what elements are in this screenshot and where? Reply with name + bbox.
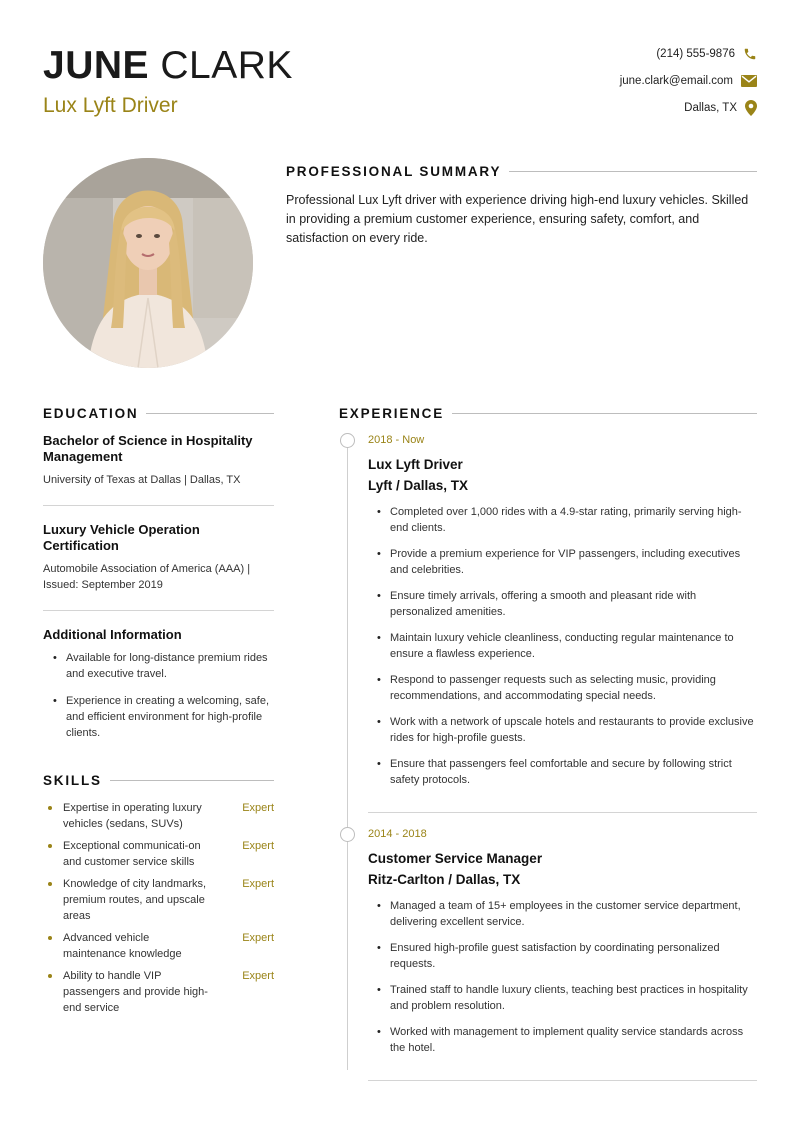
summary-title: PROFESSIONAL SUMMARY bbox=[286, 164, 502, 179]
list-item: • Trained staff to handle luxury clients, teaching best practices in hospitality and problem resolution. bbox=[368, 982, 757, 1014]
experience-item bbox=[339, 827, 757, 1081]
list-item: • Work with a network of upscale hotels and restaurants to provide exclusive rides for high-profile guests. bbox=[368, 714, 757, 746]
job-title: Lux Lyft Driver bbox=[43, 94, 178, 117]
skill-row bbox=[43, 838, 274, 870]
contact-location bbox=[620, 94, 757, 121]
skills-heading bbox=[43, 773, 274, 788]
email-text: june.clark@email.com bbox=[619, 74, 733, 87]
last-name: CLARK bbox=[160, 44, 293, 87]
job-bullets bbox=[368, 504, 757, 813]
education-item bbox=[43, 522, 274, 611]
phone-text: (214) 555-9876 bbox=[656, 47, 735, 60]
job-dates: 2018 - Now bbox=[368, 434, 425, 446]
phone-icon bbox=[743, 47, 757, 61]
section-divider bbox=[146, 413, 274, 414]
list-item: • Worked with management to implement quality service standards across the hotel. bbox=[368, 1024, 757, 1056]
job-company: Lyft / Dallas, TX bbox=[368, 478, 469, 493]
summary-text: Professional Lux Lyft driver with experience driving high-end luxury vehicles. Skilled in providing a premium customer experience, ensuring safety, comfort, and satisfaction on every ride. bbox=[286, 193, 749, 245]
job-dates: 2014 - 2018 bbox=[368, 828, 427, 840]
summary-heading bbox=[286, 164, 757, 179]
experience-heading bbox=[339, 406, 757, 421]
list-item: • Completed over 1,000 rides with a 4.9-star rating, primarily serving high-end clients. bbox=[368, 504, 757, 536]
skill-row bbox=[43, 968, 274, 1016]
job-bullets bbox=[368, 898, 757, 1081]
skill-row bbox=[43, 876, 274, 924]
left-column bbox=[43, 406, 274, 1022]
list-item: • Ensured high-profile guest satisfaction by coordinating personalized requests. bbox=[368, 940, 757, 972]
candidate-name bbox=[43, 44, 293, 88]
list-item: • Managed a team of 15+ employees in the customer service department, delivering excellent service. bbox=[368, 898, 757, 930]
additional-info-title: Additional Information bbox=[43, 627, 182, 642]
contact-email bbox=[620, 67, 757, 94]
professional-summary bbox=[286, 164, 757, 248]
additional-info-list bbox=[43, 650, 274, 741]
skill-name: Knowledge of city landmarks, premium routes, and upscale areas bbox=[43, 876, 213, 924]
skill-level: Expert bbox=[242, 932, 274, 944]
education-heading bbox=[43, 406, 274, 421]
location-text: Dallas, TX bbox=[684, 101, 737, 114]
education-title: EDUCATION bbox=[43, 406, 139, 421]
skills-list bbox=[43, 800, 274, 1016]
contact-phone bbox=[620, 40, 757, 67]
list-item: • Experience in creating a welcoming, safe, and efficient environment for high-profile clients. bbox=[43, 693, 274, 741]
envelope-icon bbox=[741, 75, 757, 87]
list-item: • Ensure that passengers feel comfortable and secure by following strict safety protocols. bbox=[368, 756, 757, 788]
job-role: Lux Lyft Driver bbox=[368, 457, 463, 472]
profile-photo bbox=[43, 158, 253, 368]
list-item: • Ensure timely arrivals, offering a smooth and pleasant ride with personalized amenities. bbox=[368, 588, 757, 620]
timeline-dot bbox=[340, 433, 355, 448]
list-item: • Respond to passenger requests such as selecting music, providing recommendations, and accommodating special needs. bbox=[368, 672, 757, 704]
education-degree: Luxury Vehicle Operation Certification bbox=[43, 522, 200, 553]
list-item: • Provide a premium experience for VIP passengers, including executives and celebrities. bbox=[368, 546, 757, 578]
timeline-dot bbox=[340, 827, 355, 842]
skill-level: Expert bbox=[242, 970, 274, 982]
section-divider bbox=[452, 413, 757, 414]
skill-name: Exceptional communicati-on and customer service skills bbox=[43, 838, 213, 870]
education-institution: Automobile Association of America (AAA) | Issued: September 2019 bbox=[43, 563, 251, 591]
skill-row bbox=[43, 800, 274, 832]
map-pin-icon bbox=[745, 100, 757, 116]
education-institution: University of Texas at Dallas | Dallas, TX bbox=[43, 474, 241, 486]
experience-item bbox=[339, 433, 757, 813]
skill-name: Expertise in operating luxury vehicles (sedans, SUVs) bbox=[43, 800, 213, 832]
list-item: • Maintain luxury vehicle cleanliness, conducting regular maintenance to ensure a flawless experience. bbox=[368, 630, 757, 662]
education-degree: Bachelor of Science in Hospitality Management bbox=[43, 433, 253, 464]
job-role: Customer Service Manager bbox=[368, 851, 543, 866]
first-name: JUNE bbox=[43, 44, 150, 87]
skill-name: Ability to handle VIP passengers and provide high-end service bbox=[43, 968, 213, 1016]
experience-column bbox=[339, 406, 757, 1081]
skill-row bbox=[43, 930, 274, 962]
education-item bbox=[43, 433, 274, 506]
skill-level: Expert bbox=[242, 840, 274, 852]
experience-title: EXPERIENCE bbox=[339, 406, 445, 421]
list-item: • Available for long-distance premium rides and executive travel. bbox=[43, 650, 274, 682]
skill-level: Expert bbox=[242, 802, 274, 814]
skills-title: SKILLS bbox=[43, 773, 102, 788]
skill-name: Advanced vehicle maintenance knowledge bbox=[43, 930, 213, 962]
contact-block bbox=[620, 40, 757, 121]
skill-level: Expert bbox=[242, 878, 274, 890]
section-divider bbox=[110, 780, 274, 781]
section-divider bbox=[509, 171, 757, 172]
job-company: Ritz-Carlton / Dallas, TX bbox=[368, 872, 521, 887]
